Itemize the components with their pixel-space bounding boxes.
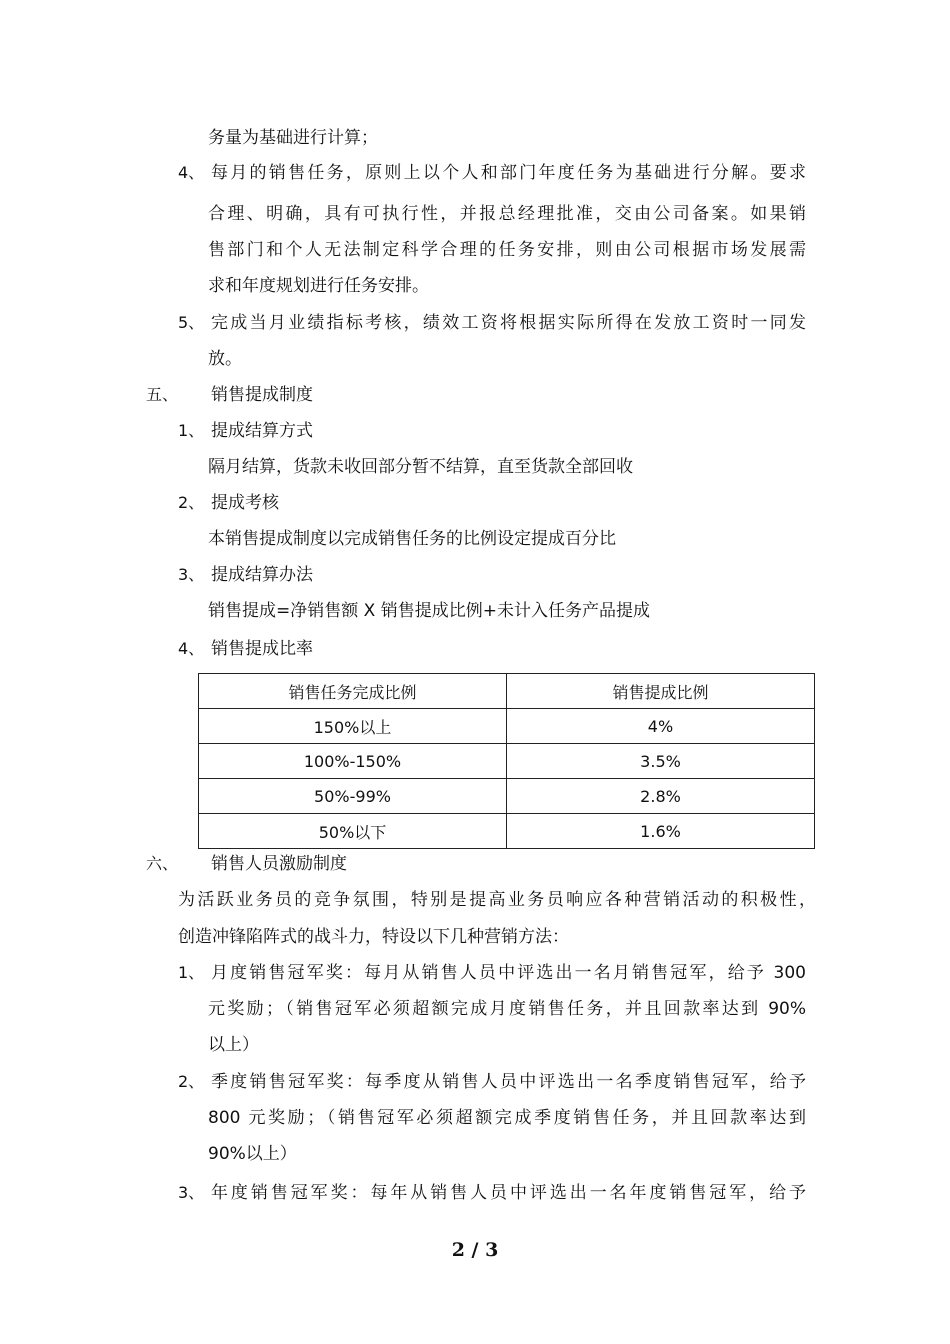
table-cell: 2.8% [507,779,815,814]
subheading: 提成结算办法 [211,565,313,585]
table-cell: 50%-99% [199,779,507,814]
list-number: 3、 [178,565,205,584]
paragraph-line: 售部门和个人无法制定科学合理的任务安排，则由公司根据市场发展需 [208,240,806,260]
paragraph-line: 每月的销售任务，原则上以个人和部门年度任务为基础进行分解。要求 [211,163,806,183]
paragraph-line: 90%以上） [208,1144,297,1164]
list-number: 2、 [178,1072,205,1091]
paragraph-line: 放。 [208,349,242,369]
paragraph-line: 季度销售冠军奖：每季度从销售人员中评选出一名季度销售冠军，给予 [211,1072,806,1092]
subheading: 提成考核 [211,493,279,513]
table-header-cell: 销售任务完成比例 [199,674,507,709]
paragraph-line: 月度销售冠军奖：每月从销售人员中评选出一名月销售冠军，给予 300 [211,963,806,983]
paragraph-line: 求和年度规划进行任务安排。 [208,276,429,296]
table-row [199,709,815,744]
paragraph-line: 创造冲锋陷阵式的战斗力，特设以下几种营销方法： [178,927,569,947]
table-cell: 3.5% [507,744,815,779]
list-number: 4、 [178,639,205,658]
paragraph-line: 800 元奖励；（销售冠军必须超额完成季度销售任务，并且回款率达到 [208,1108,806,1128]
table-cell: 150%以上 [199,709,507,744]
paragraph-line: 为活跃业务员的竞争氛围，特别是提高业务员响应各种营销活动的积极性， [178,890,816,910]
paragraph-line: 年度销售冠军奖：每年从销售人员中评选出一名年度销售冠军，给予 [211,1183,806,1203]
subheading: 提成结算方式 [211,421,313,441]
table-cell: 4% [507,709,815,744]
paragraph-line: 合理、明确，具有可执行性，并报总经理批准，交由公司备案。如果销 [208,204,806,224]
subheading: 销售提成比率 [211,639,313,659]
list-number: 3、 [178,1183,205,1202]
table-row [199,779,815,814]
commission-rate-table [198,673,815,849]
list-number: 4、 [178,163,205,182]
list-number: 1、 [178,963,205,982]
table-cell: 100%-150% [199,744,507,779]
section-heading: 销售提成制度 [211,385,313,405]
page-number: 2 / 3 [451,1239,499,1261]
table-header-cell: 销售提成比例 [507,674,815,709]
paragraph-line: 本销售提成制度以完成销售任务的比例设定提成百分比 [208,529,616,549]
formula-line: 销售提成=净销售额 X 销售提成比例+未计入任务产品提成 [208,601,650,621]
table-header-row [199,674,815,709]
section-heading: 销售人员激励制度 [211,854,347,874]
paragraph-line: 以上） [208,1035,259,1055]
paragraph-line: 隔月结算，货款未收回部分暂不结算，直至货款全部回收 [208,457,633,477]
table-cell: 50%以下 [199,814,507,849]
table-row [199,744,815,779]
table-row [199,814,815,849]
section-number: 五、 [146,385,179,404]
list-number: 5、 [178,313,205,332]
paragraph-line: 完成当月业绩指标考核，绩效工资将根据实际所得在发放工资时一同发 [211,313,806,333]
table-cell: 1.6% [507,814,815,849]
list-number: 2、 [178,493,205,512]
section-number: 六、 [146,854,179,873]
paragraph-line: 元奖励；（销售冠军必须超额完成月度销售任务，并且回款率达到 90% [208,999,806,1019]
paragraph-line: 务量为基础进行计算； [208,128,378,148]
list-number: 1、 [178,421,205,440]
